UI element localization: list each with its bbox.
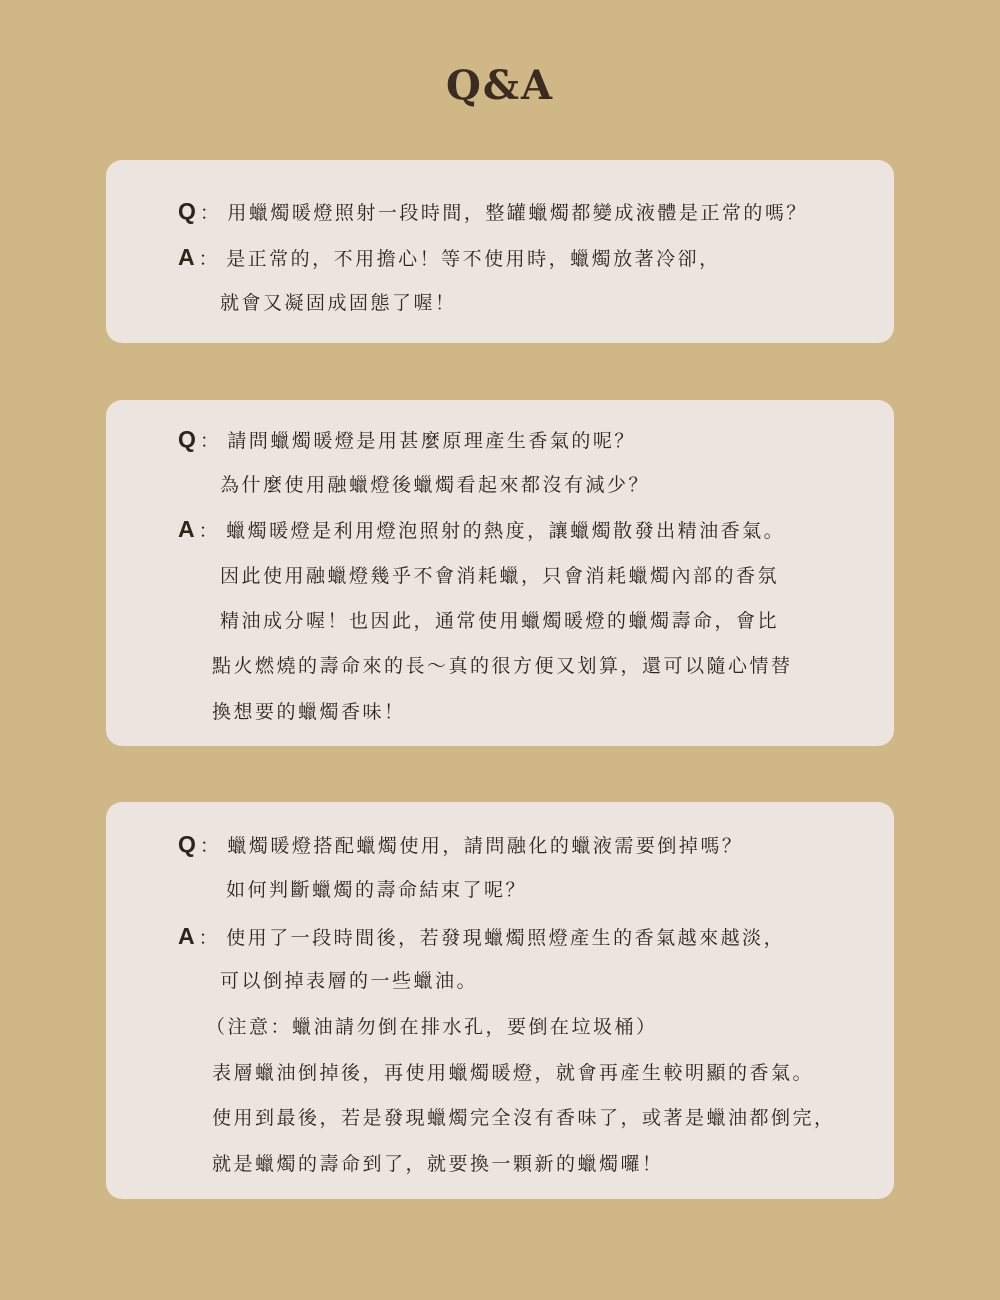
answer-line (178, 516, 785, 544)
qa-card-3 (106, 802, 894, 1199)
answer-colon: ： (198, 248, 221, 270)
qa-card-1 (106, 160, 894, 343)
question-text: 請問蠟燭暖燈是用甚麼原理產生香氣的呢？ (227, 430, 636, 452)
answer-colon: ： (198, 520, 221, 542)
answer-line (178, 244, 721, 272)
answer-text: 使用了一段時間後，若發現蠟燭照燈產生的香氣越來越淡， (226, 927, 786, 949)
answer-text: 換想要的蠟燭香味！ (212, 701, 406, 723)
answer-text: 表層蠟油倒掉後，再使用蠟燭暖燈，就會再產生較明顯的香氣。 (212, 1062, 815, 1084)
question-marker: Q (178, 198, 196, 224)
question-line (178, 198, 808, 226)
answer-marker: A (178, 923, 195, 949)
answer-text: 點火燃燒的壽命來的長～真的很方便又划算，還可以隨心情替 (212, 655, 793, 677)
question-colon: ： (199, 202, 222, 224)
answer-marker: A (178, 516, 195, 542)
answer-note: （注意：蠟油請勿倒在排水孔，要倒在垃圾桶） (206, 1016, 658, 1038)
question-text: 蠟燭暖燈搭配蠟燭使用，請問融化的蠟液需要倒掉嗎？ (227, 835, 744, 857)
question-marker: Q (178, 831, 196, 857)
answer-colon: ： (198, 927, 221, 949)
qa-card-2 (106, 400, 894, 746)
answer-text: 是正常的，不用擔心！等不使用時，蠟燭放著冷卻， (226, 248, 721, 270)
answer-line (178, 923, 785, 951)
question-text: 用蠟燭暖燈照射一段時間，整罐蠟燭都變成液體是正常的嗎？ (227, 202, 808, 224)
question-colon: ： (199, 835, 222, 857)
question-line (178, 831, 743, 859)
answer-marker: A (178, 244, 195, 270)
answer-text: 蠟燭暖燈是利用燈泡照射的熱度，讓蠟燭散發出精油香氣。 (226, 520, 786, 542)
answer-text: 可以倒掉表層的一些蠟油。 (220, 970, 479, 992)
answer-text: 就會又凝固成固態了喔！ (220, 292, 457, 314)
question-line (178, 426, 636, 454)
answer-text: 因此使用融蠟燈幾乎不會消耗蠟，只會消耗蠟燭內部的香氛 (220, 565, 780, 587)
answer-text: 使用到最後，若是發現蠟燭完全沒有香味了，或著是蠟油都倒完， (212, 1107, 836, 1129)
page-title: Q&A (446, 62, 554, 109)
question-text: 為什麼使用融蠟燈後蠟燭看起來都沒有減少？ (220, 474, 651, 496)
question-colon: ： (199, 430, 222, 452)
answer-text: 就是蠟燭的壽命到了，就要換一顆新的蠟燭囉！ (212, 1153, 664, 1175)
answer-text: 精油成分喔！也因此，通常使用蠟燭暖燈的蠟燭壽命，會比 (220, 610, 780, 632)
question-marker: Q (178, 426, 196, 452)
question-text: 如何判斷蠟燭的壽命結束了呢？ (226, 879, 528, 901)
